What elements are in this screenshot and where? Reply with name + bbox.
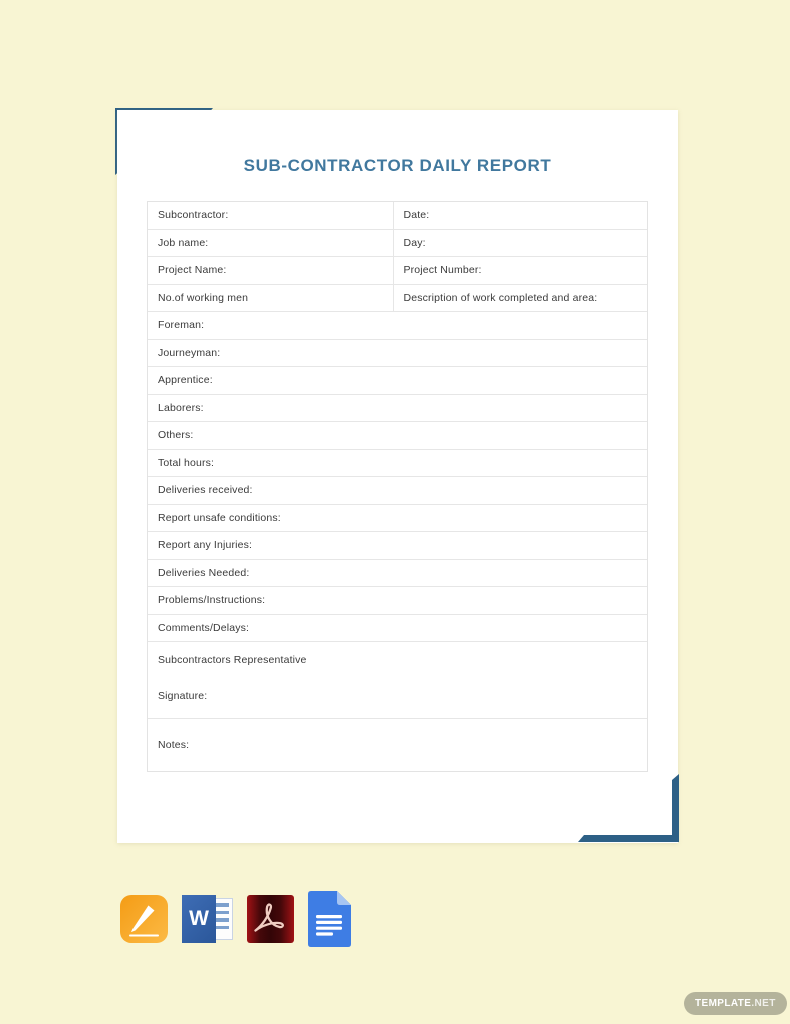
field-label: Description of work completed and area: [393, 285, 647, 312]
field-label: Date: [393, 202, 647, 229]
field-label: No.of working men [158, 291, 249, 304]
table-row [148, 560, 647, 588]
field-label: Report any Injuries: [158, 539, 253, 551]
field-label: Report unsafe conditions: [158, 511, 281, 524]
table-row [148, 615, 647, 643]
field-label: Project Name: [158, 264, 227, 276]
table-row [148, 422, 647, 450]
field-label: Subcontractor: [158, 209, 229, 221]
field-label: Deliveries Needed: [158, 566, 250, 579]
table-row [148, 587, 647, 615]
table-row [148, 532, 647, 560]
field-label: Others: [158, 429, 194, 441]
notes-row [148, 719, 647, 771]
field-label: Subcontractors Representative [158, 654, 307, 666]
field-label: Signature: [158, 690, 208, 702]
field-label: Total hours: [158, 456, 215, 469]
table-row [148, 257, 647, 285]
table-row [148, 312, 647, 340]
corner-accent-bottom-right-horizontal [578, 835, 679, 842]
field-label: Laborers: [158, 401, 204, 414]
word-letter: W [182, 895, 216, 943]
field-label: Problems/Instructions: [158, 594, 266, 606]
document-page [117, 110, 678, 843]
table-row [148, 230, 647, 258]
corner-accent-bottom-right-vertical [672, 774, 679, 842]
table-row [148, 202, 647, 230]
report-form-table [147, 201, 648, 772]
field-label: Day: [393, 230, 647, 257]
app-format-icons [120, 889, 351, 949]
google-docs-icon[interactable] [308, 891, 351, 947]
table-row [148, 477, 647, 505]
adobe-acrobat-icon[interactable] [247, 895, 294, 943]
templatenet-badge [684, 992, 787, 1015]
table-row [148, 395, 647, 423]
field-label: Notes: [158, 739, 190, 751]
signature-row [148, 642, 647, 719]
brand-template-text: TEMPLATE [695, 998, 752, 1009]
table-row [148, 340, 647, 368]
field-label: Deliveries received: [158, 484, 253, 496]
brand-net-text: .NET [751, 998, 776, 1009]
field-label: Job name: [158, 236, 209, 249]
table-row [148, 285, 647, 313]
table-row [148, 450, 647, 478]
field-label: Comments/Delays: [158, 621, 250, 634]
microsoft-word-icon[interactable] [182, 895, 233, 943]
field-label: Apprentice: [158, 374, 213, 386]
table-row [148, 505, 647, 533]
field-label: Project Number: [393, 257, 647, 284]
field-label: Foreman: [158, 319, 205, 331]
apple-pages-icon[interactable] [120, 895, 168, 943]
page-title: SUB-CONTRACTOR DAILY REPORT [243, 156, 552, 175]
table-row [148, 367, 647, 395]
field-label: Journeyman: [158, 346, 221, 359]
